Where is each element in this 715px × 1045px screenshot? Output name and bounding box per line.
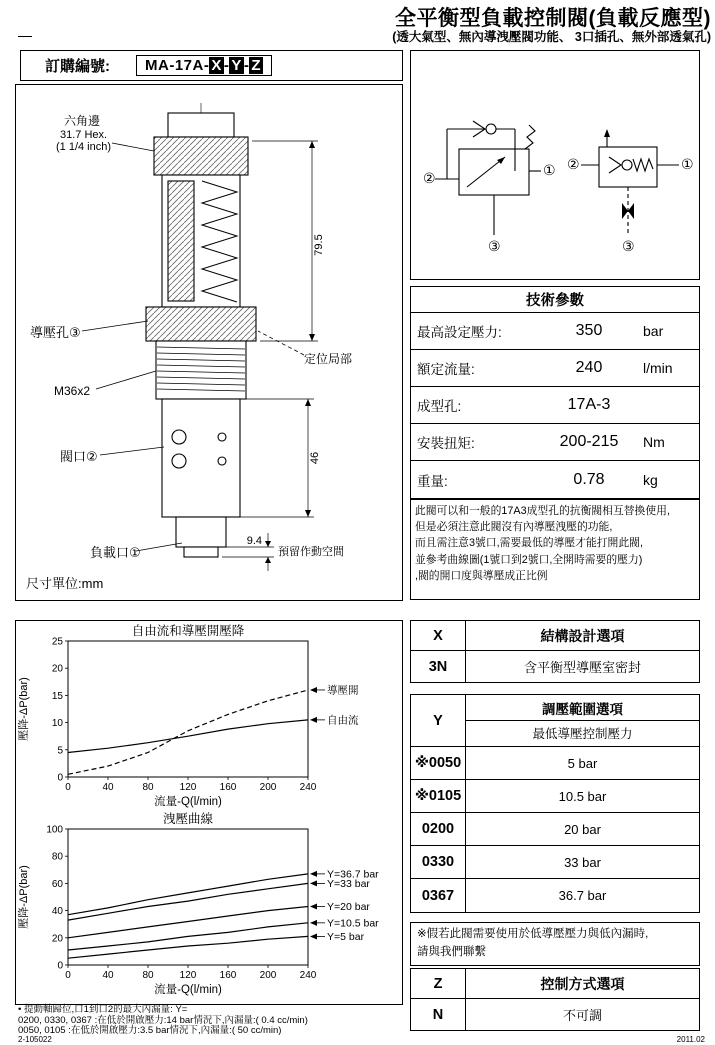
svg-text:Y=33 bar: Y=33 bar (327, 877, 370, 890)
port-1-label: ① (543, 162, 556, 178)
spec-value: 17A-3 (567, 396, 611, 413)
valve-cross-section-drawing (16, 85, 402, 571)
option-desc: 36.7 bar (558, 888, 607, 903)
svg-text:Y=20 bar: Y=20 bar (327, 901, 370, 914)
table-row (411, 387, 699, 424)
svg-text:80: 80 (142, 782, 154, 793)
order-number-box (20, 50, 403, 81)
spec-value: 200-215 (559, 433, 619, 450)
dim-79-5-label: 79.5 (313, 234, 325, 256)
schematic-panel (410, 50, 700, 280)
svg-text:Y=36.7 bar: Y=36.7 bar (327, 868, 379, 881)
svg-text:壓降-ΔP(bar): 壓降-ΔP(bar) (18, 677, 30, 741)
spring-symbol (525, 125, 535, 149)
dim-46-label: 46 (309, 451, 321, 465)
svg-text:導壓開: 導壓開 (327, 684, 359, 697)
dimension-79-5 (252, 141, 325, 341)
order-code-prefix: MA-17A- (145, 57, 210, 74)
spec-value: 350 (575, 322, 603, 339)
svg-text:20: 20 (51, 933, 63, 945)
svg-text:0: 0 (57, 960, 63, 972)
option-y-subtitle: 最低導壓控制壓力 (532, 727, 633, 741)
spec-label: 額定流量: (417, 362, 475, 377)
option-desc: 10.5 bar (558, 788, 607, 804)
option-desc: 33 bar (564, 854, 601, 870)
hydraulic-schematic (411, 51, 699, 279)
option-y-header (466, 695, 699, 746)
table-row (411, 813, 699, 846)
svg-text:200: 200 (259, 782, 277, 793)
svg-text:0: 0 (65, 782, 71, 793)
svg-text:160: 160 (219, 970, 237, 981)
svg-text:0: 0 (57, 772, 63, 784)
spec-unit: l/min (643, 360, 673, 376)
hex-inch-label: (1 1/4 inch) (56, 141, 112, 153)
order-code-z: Z (251, 57, 262, 74)
option-code: 0367 (411, 879, 466, 912)
svg-text:60: 60 (51, 878, 63, 890)
spec-label: 安裝扭矩: (417, 436, 475, 451)
option-x-code: X (411, 621, 466, 650)
table-row (411, 999, 699, 1030)
svg-text:流量-Q(l/min): 流量-Q(l/min) (154, 984, 222, 996)
page-title: 全平衡型負載控制閥(負載反應型) (395, 7, 711, 30)
svg-text:100: 100 (46, 824, 63, 836)
doc-code-left: 2-105022 (18, 1035, 52, 1044)
check-valve-ball (486, 124, 496, 134)
spec-unit: Nm (643, 434, 665, 450)
option-desc: 含平衡型導壓室密封 (523, 660, 641, 675)
option-code: N (411, 999, 466, 1030)
valve-port-label: 閥口② (60, 449, 98, 464)
svg-text:120: 120 (179, 970, 197, 981)
specs-table (410, 312, 700, 499)
spring-symbol (633, 159, 653, 171)
schematic-symbol-left (435, 121, 541, 235)
dimension-unit-label: 尺寸單位:mm (26, 576, 104, 591)
svg-text:80: 80 (142, 970, 154, 981)
note-line: 請與我們聯繫 (417, 945, 486, 958)
order-code-y: Y (231, 57, 242, 74)
option-desc: 5 bar (567, 755, 598, 771)
svg-text:240: 240 (299, 782, 317, 793)
option-code: 0330 (411, 846, 466, 878)
svg-text:40: 40 (102, 970, 114, 981)
registration-mark (18, 36, 32, 37)
port-3-label: ③ (488, 238, 501, 254)
leakage-footnote (18, 1005, 403, 1037)
option-x-title: 結構設計選項 (540, 627, 625, 644)
option-z-code: Z (411, 969, 466, 998)
option-x-table (410, 620, 700, 683)
svg-text:壓降-ΔP(bar): 壓降-ΔP(bar) (18, 865, 30, 929)
specs-note (410, 499, 700, 600)
option-code: ※0105 (411, 780, 466, 812)
option-z-title: 控制方式選項 (540, 975, 625, 992)
option-desc: 不可調 (562, 1008, 602, 1023)
note-line: 此閥可以和一般的17A3成型孔的抗衡閥相互替換使用, (415, 505, 670, 517)
valve-drawing-panel (15, 84, 403, 601)
option-y-code: Y (411, 695, 466, 746)
svg-text:洩壓曲線: 洩壓曲線 (162, 812, 214, 826)
port-2-label: ② (423, 170, 436, 186)
option-y-note (410, 922, 700, 966)
orifice-symbol (628, 203, 634, 219)
schematic-symbol-right (581, 129, 679, 233)
svg-text:20: 20 (51, 663, 63, 675)
valve-body (146, 103, 256, 557)
load-port-label: 負載口① (90, 545, 141, 560)
option-y-title: 調壓範圍選項 (466, 695, 699, 721)
table-row (411, 747, 699, 780)
check-valve-ball (622, 160, 632, 170)
table-row (411, 313, 699, 350)
charts-panel (15, 620, 403, 1005)
order-code-sep: - (243, 57, 250, 74)
note-line: 並參考曲線圖(1號口到2號口,全開時需要的壓力) (415, 553, 643, 566)
spec-value: 240 (575, 359, 603, 376)
svg-text:25: 25 (51, 636, 63, 648)
svg-text:80: 80 (51, 851, 63, 863)
arrow-up (604, 129, 610, 137)
spec-label: 重量: (417, 473, 448, 489)
spec-unit: bar (643, 323, 664, 339)
dimension-9-4 (222, 533, 344, 571)
table-row (411, 780, 699, 813)
check-valve-seat (609, 157, 621, 173)
table-row (411, 879, 699, 912)
chart-free-flow-pilot-open (16, 623, 404, 811)
svg-text:40: 40 (51, 906, 63, 918)
svg-text:5: 5 (57, 745, 63, 757)
svg-text:Y=10.5 bar: Y=10.5 bar (327, 917, 379, 930)
locating-label: 定位局部 (304, 352, 353, 366)
option-code: 3N (411, 651, 466, 682)
spec-label: 成型孔: (417, 399, 462, 414)
table-row (411, 350, 699, 387)
svg-text:160: 160 (219, 782, 237, 793)
hex-label: 六角邊 (64, 114, 101, 128)
order-code (136, 55, 272, 76)
reserved-space-label: 預留作動空間 (278, 546, 344, 558)
doc-code-right: 2011.02 (676, 1035, 705, 1044)
footnote-line: 0200, 0330, 0367 :在低於開啟壓力:14 bar情況下,內漏量:( 0.4 cc/min) (18, 1014, 308, 1026)
svg-text:240: 240 (299, 970, 317, 981)
option-z-table (410, 968, 700, 1031)
orifice-symbol (622, 203, 628, 219)
pilot-port-label: 導壓孔③ (30, 325, 81, 340)
port-3-label: ③ (622, 238, 635, 254)
order-number-label: 訂購編號: (45, 58, 110, 75)
spec-label: 最高設定壓力: (417, 325, 502, 340)
note-line: ,閥的開口度與導壓成正比例 (415, 569, 548, 582)
order-code-sep: - (223, 57, 230, 74)
table-row (411, 651, 699, 682)
note-line: ※假若此閥需要使用於低導壓壓力與低內漏時, (417, 928, 649, 940)
option-desc: 20 bar (564, 821, 601, 837)
table-row (411, 621, 699, 651)
svg-text:200: 200 (259, 970, 277, 981)
dimension-46 (230, 399, 321, 517)
table-row (411, 969, 699, 999)
footnote-line: 0050, 0105 :在低於開啟壓力:3.5 bar情況下,內漏量:( 50 cc/min) (18, 1025, 282, 1037)
table-row (411, 424, 699, 461)
svg-text:40: 40 (102, 782, 114, 793)
svg-text:流量-Q(l/min): 流量-Q(l/min) (154, 796, 222, 808)
specs-title: 技術參數 (410, 286, 700, 313)
chart-relief-curves (16, 811, 404, 999)
option-code: 0200 (411, 813, 466, 845)
hex-size-label: 31.7 Hex. (60, 129, 108, 141)
svg-text:自由流: 自由流 (327, 714, 359, 727)
svg-text:0: 0 (65, 970, 71, 981)
svg-text:15: 15 (51, 690, 63, 702)
svg-text:Y=5 bar: Y=5 bar (327, 930, 365, 943)
dim-9-4-label: 9.4 (246, 535, 262, 547)
note-line: 而且需注意3號口,需要最低的導壓才能打開此閥, (415, 537, 643, 550)
option-y-table (410, 694, 700, 913)
svg-text:10: 10 (51, 718, 63, 730)
option-code: ※0050 (411, 747, 466, 779)
table-row (411, 846, 699, 879)
svg-text:自由流和導壓開壓降: 自由流和導壓開壓降 (131, 624, 245, 638)
note-line: 但是必須注意此閥沒有內導壓洩壓的功能, (415, 521, 613, 534)
spec-value: 0.78 (573, 470, 605, 488)
table-row (411, 461, 699, 498)
footnote-line: • 提動軸歸位,口1到口2的最大內漏量: Y= (18, 1004, 188, 1015)
spec-unit: kg (643, 471, 658, 488)
port-2-label: ② (567, 156, 580, 172)
table-row (411, 695, 699, 747)
svg-text:120: 120 (179, 782, 197, 793)
thread-label: M36x2 (54, 384, 91, 398)
port-1-label: ① (681, 156, 694, 172)
page-subtitle: (透大氣型、無內導洩壓閥功能、 3口插孔、無外部透氣孔) (392, 30, 711, 44)
order-code-x: X (211, 57, 222, 74)
